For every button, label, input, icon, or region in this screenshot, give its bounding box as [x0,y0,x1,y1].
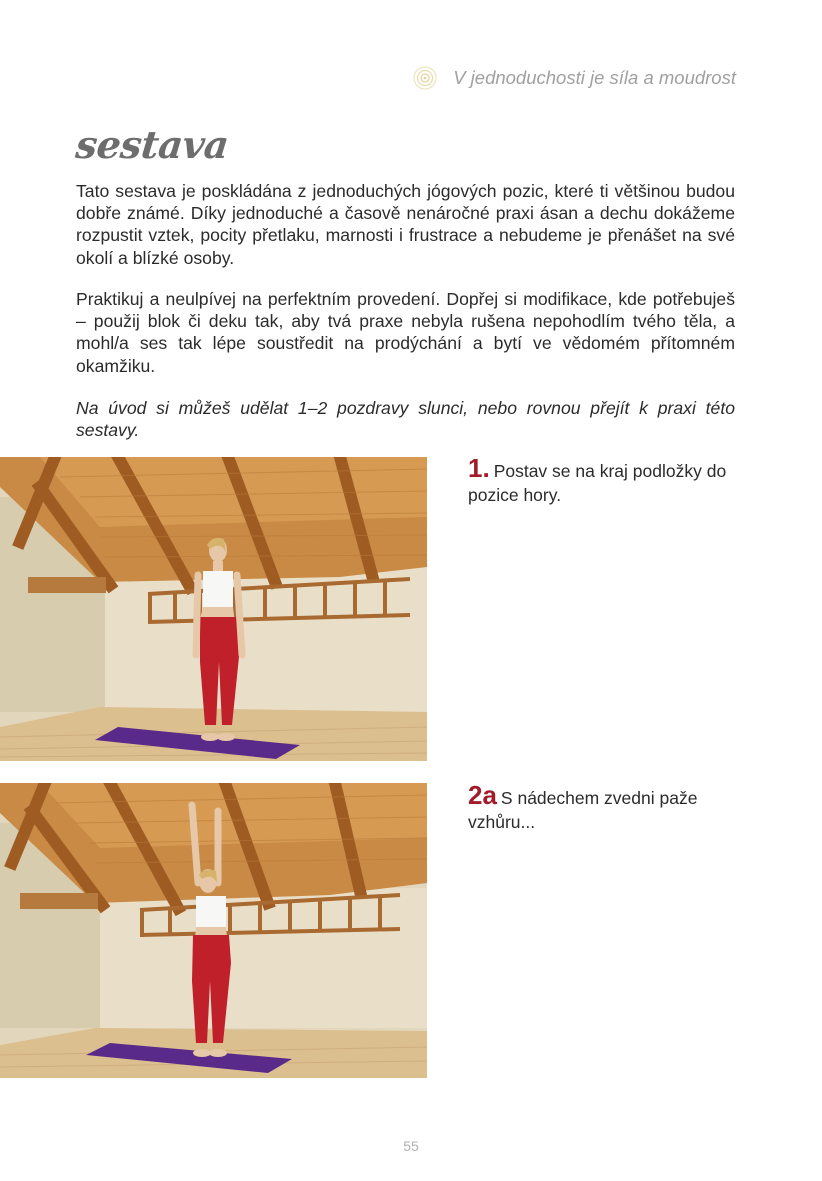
step-text: Postav se na kraj podložky do pozice hory. [468,461,727,505]
page-number: 55 [403,1138,419,1154]
step-text: S nádechem zvedni paže vzhůru... [468,788,698,832]
step-number: 1. [468,453,490,483]
intro-paragraph: Tato sestava je poskládána z jednoduchých jógových pozic, které ti většinou budou dobře známé. Díky jednoduché a časově nenáročné praxi ásan a dechu dokážeme rozpustit vztek, pocity přetlaku, marnosti i frustrace a nebudeme je přenášet na své okolí a blízké osoby. [76,181,735,268]
mandala-icon [413,66,437,90]
running-header [413,66,736,90]
photo-arms-raised [0,783,427,1078]
header-tagline: V jednoduchosti je síla a moudrost [453,67,736,88]
practice-paragraph: Praktikuj a neulpívej na perfektním provedení. Dopřej si modifikace, kde potřebuješ – použij blok či deku tak, aby tvá praxe nebyla rušena nepohodlím tvého těla, a mohl/a ses tak lépe soustředit na prodýchání a bytí ve vědomém přítomném okamžiku. [76,289,735,376]
step-2a [468,780,758,834]
step-1 [468,453,758,507]
photo-mountain-pose [0,457,427,761]
section-title: sestava [73,122,231,167]
warmup-paragraph: Na úvod si můžeš udělat 1–2 pozdravy slunci, nebo rovnou přejít k praxi této sestavy. [76,398,735,441]
step-number: 2a [468,780,497,810]
